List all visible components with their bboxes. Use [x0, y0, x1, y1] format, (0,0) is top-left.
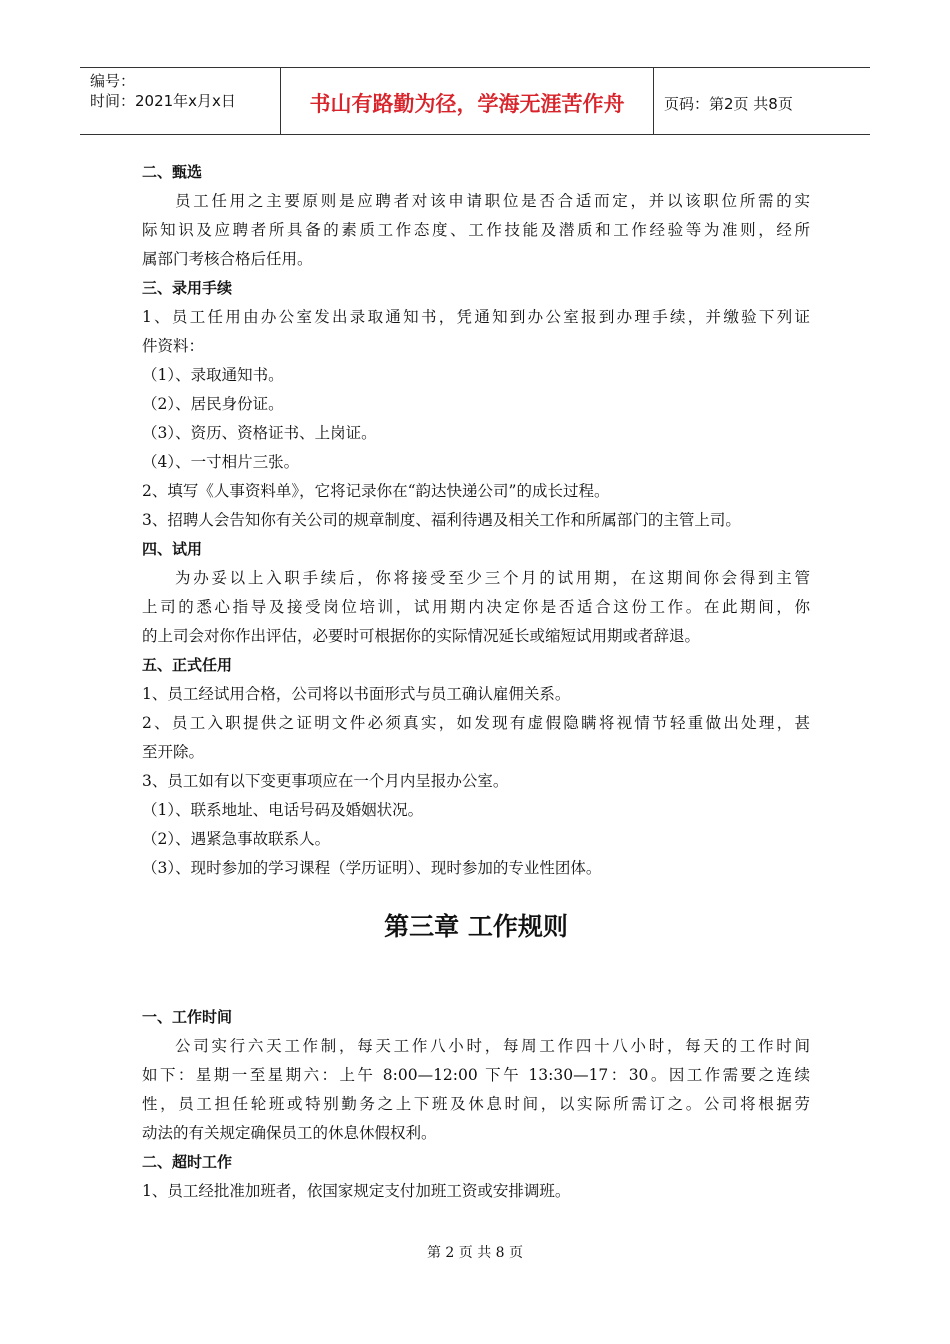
paragraph-line: （1）、录取通知书。 [142, 366, 284, 384]
section-heading: 二、甄选 [142, 163, 203, 181]
paragraph-line: 件资料： [142, 337, 205, 355]
chapter-title: 第三章 工作规则 [384, 912, 568, 941]
paragraph-line: 至开除。 [142, 743, 205, 761]
paragraph-line: 员工任用之主要原则是应聘者对该申请职位是否合适而定，并以该职位所需的实 [175, 192, 810, 210]
paragraph-line: （1）、联系地址、电话号码及婚姻状况。 [142, 801, 424, 819]
paragraph-line: 3、招聘人会告知你有关公司的规章制度、福利待遇及相关工作和所属部门的主管上司。 [142, 511, 741, 529]
header-table [80, 67, 870, 135]
document-body [142, 158, 810, 1206]
document-date-label: 时间：2021年x月x日 [90, 92, 236, 110]
paragraph-line: 性，员工担任轮班或特别勤务之上下班及休息时间，以实际所需订之。公司将根据劳 [142, 1095, 810, 1113]
paragraph-line: 的上司会对你作出评估，必要时可根据你的实际情况延长或缩短试用期或者辞退。 [142, 627, 701, 645]
paragraph-line: （3）、资历、资格证书、上岗证。 [142, 424, 377, 442]
page-footer: 第 2 页 共 8 页 [426, 1245, 524, 1261]
paragraph-line: 属部门考核合格后任用。 [142, 250, 313, 268]
paragraph-line: 1、员工经批准加班者，依国家规定支付加班工资或安排调班。 [142, 1182, 571, 1200]
document-number-label: 编号： [90, 72, 136, 90]
paragraph-line: 为办妥以上入职手续后，你将接受至少三个月的试用期，在这期间你会得到主管 [175, 569, 810, 587]
paragraph-line: （3）、现时参加的学习课程（学历证明）、现时参加的专业性团体。 [142, 859, 602, 877]
paragraph-line: 上司的悉心指导及接受岗位培训，试用期内决定你是否适合这份工作。在此期间，你 [142, 598, 810, 616]
paragraph-line: （2）、居民身份证。 [142, 395, 284, 413]
paragraph-line: 2、填写《人事资料单》，它将记录你在“韵达快递公司”的成长过程。 [142, 482, 610, 500]
paragraph-line: （2）、遇紧急事故联系人。 [142, 830, 331, 848]
paragraph-line: 1、员工经试用合格，公司将以书面形式与员工确认雇佣关系。 [142, 685, 571, 703]
header-info-cell [80, 68, 281, 134]
paragraph-line: 1、员工任用由办公室发出录取通知书，凭通知到办公室报到办理手续，并缴验下列证 [142, 308, 810, 326]
paragraph-line: 际知识及应聘者所具备的素质工作态度、工作技能及潜质和工作经验等为准则，经所 [142, 221, 810, 239]
section-heading: 四、试用 [142, 540, 203, 558]
header-page-label: 页码：第2页 共8页 [664, 94, 793, 113]
section-heading: 三、录用手续 [142, 279, 233, 297]
spacer [142, 973, 810, 1003]
paragraph-line: 动法的有关规定确保员工的休息休假权利。 [142, 1124, 437, 1142]
section-heading: 一、工作时间 [142, 1008, 233, 1026]
paragraph-line: （4）、一寸相片三张。 [142, 453, 300, 471]
paragraph-line: 公司实行六天工作制，每天工作八小时，每周工作四十八小时，每天的工作时间 [175, 1037, 810, 1055]
section-heading: 五、正式任用 [142, 656, 233, 674]
section-heading: 二、超时工作 [142, 1153, 233, 1171]
paragraph-line: 3、员工如有以下变更事项应在一个月内呈报办公室。 [142, 772, 509, 790]
header-slogan: 书山有路勤为径，学海无涯苦作舟 [281, 68, 654, 134]
paragraph-line: 2、员工入职提供之证明文件必须真实，如发现有虚假隐瞒将视情节轻重做出处理，甚 [142, 714, 810, 732]
paragraph-line: 如下：星期一至星期六：上午 8:00—12:00 下午 13:30—17：30。因工作需要之连续 [142, 1066, 810, 1084]
